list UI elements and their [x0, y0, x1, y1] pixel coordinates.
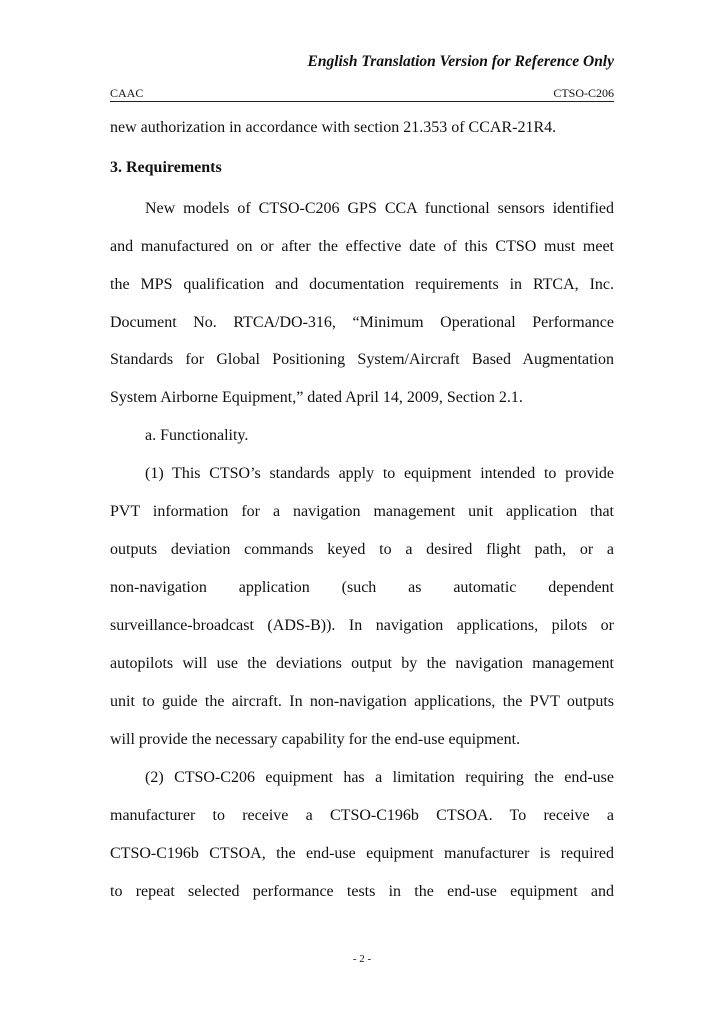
- body-line: System Airborne Equipment,” dated April 14, 2009, Section 2.1.: [110, 389, 523, 406]
- body-line: (1) This CTSO’s standards apply to equipment intended to provide: [145, 465, 614, 482]
- subsection-heading: a. Functionality.: [145, 427, 249, 444]
- body-line: Standards for Global Positioning System/Aircraft Based Augmentation: [110, 351, 614, 368]
- body-line: New models of CTSO-C206 GPS CCA functional sensors identified: [145, 200, 614, 217]
- document-header-left: CAAC: [110, 86, 144, 100]
- body-line: and manufactured on or after the effective date of this CTSO must meet: [110, 238, 614, 255]
- page-number: - 2 -: [352, 953, 372, 965]
- body-line: Document No. RTCA/DO-316, “Minimum Operational Performance: [110, 314, 614, 331]
- body-line: new authorization in accordance with section 21.353 of CCAR-21R4.: [110, 119, 557, 136]
- document-header-right: CTSO-C206: [553, 86, 614, 100]
- body-line: will provide the necessary capability for the end-use equipment.: [110, 731, 521, 748]
- body-line: (2) CTSO-C206 equipment has a limitation requiring the end-use: [145, 769, 614, 786]
- body-line: unit to guide the aircraft. In non-navigation applications, the PVT outputs: [110, 693, 614, 710]
- header-rule: [110, 101, 614, 102]
- body-line: surveillance-broadcast (ADS-B)). In navigation applications, pilots or: [110, 617, 614, 634]
- body-line: autopilots will use the deviations output by the navigation management: [110, 655, 614, 672]
- body-line: to repeat selected performance tests in the end-use equipment and: [110, 883, 614, 900]
- body-line: manufacturer to receive a CTSO-C196b CTSOA. To receive a: [110, 807, 614, 824]
- body-line: outputs deviation commands keyed to a desired flight path, or a: [110, 541, 614, 558]
- body-line: the MPS qualification and documentation requirements in RTCA, Inc.: [110, 276, 614, 293]
- body-line: PVT information for a navigation management unit application that: [110, 503, 614, 520]
- document-header-title: English Translation Version for Reference Only: [307, 53, 614, 70]
- body-line: CTSO-C196b CTSOA, the end-use equipment manufacturer is required: [110, 845, 614, 862]
- body-line: non-navigation application (such as automatic dependent: [110, 579, 614, 596]
- section-heading: 3. Requirements: [110, 159, 222, 176]
